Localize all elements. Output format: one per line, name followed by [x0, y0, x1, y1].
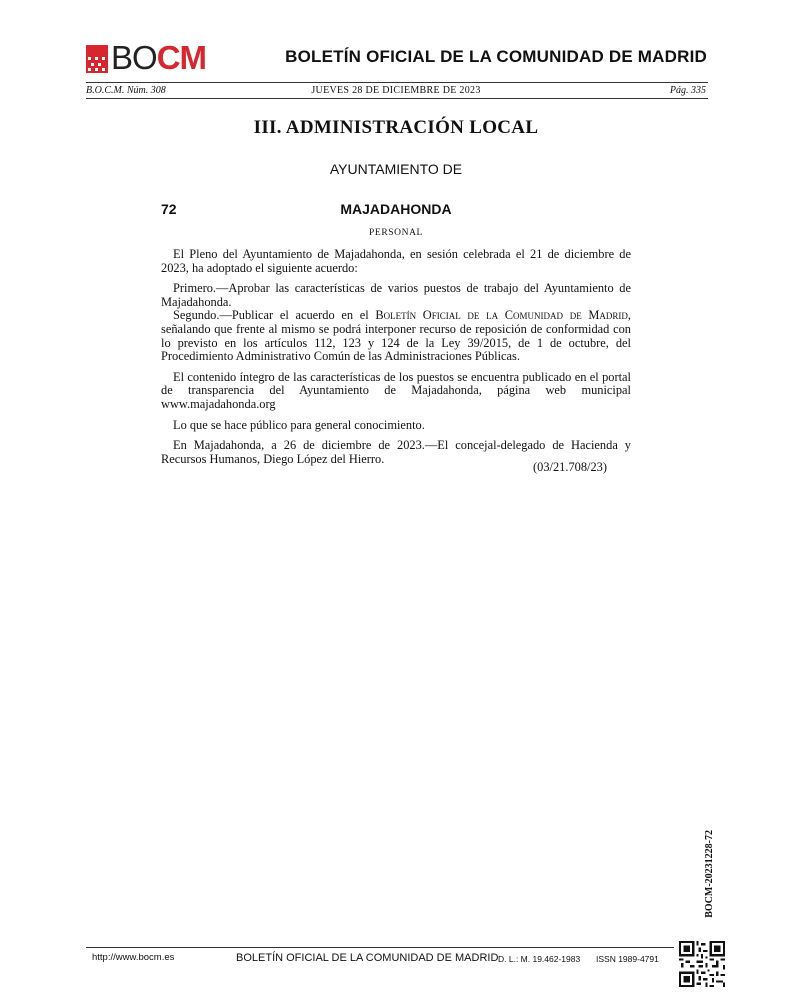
- header-title: BOLETÍN OFICIAL DE LA COMUNIDAD DE MADRID: [285, 47, 707, 66]
- side-code-text: BOCM-20231228-72: [704, 830, 715, 918]
- issue-number: B.O.C.M. Núm. 308: [86, 85, 166, 96]
- paragraph-3-end: , señalando que frente al mismo se podrá interponer recurso de reposición de conformidad con lo previsto en los artículos 112, 123 y 124 de la Ley 39/2015, de 1 de octubre, del Procedimiento Administrativo Común de las Administraciones Públicas.: [161, 308, 631, 364]
- paragraph-6: En Majadahonda, a 26 de diciembre de 2023.—El concejal-delegado de Hacienda y Recursos Humanos, Diego López del Hierro.: [161, 438, 631, 466]
- madrid-flag-icon: [86, 45, 108, 73]
- issn: ISSN 1989-4791: [596, 954, 659, 964]
- footer-title: BOLETÍN OFICIAL DE LA COMUNIDAD DE MADRID: [236, 952, 499, 964]
- paragraph-2: Primero.—Aprobar las características de varios puestos de trabajo del Ayuntamiento de Majadahonda.: [161, 281, 631, 309]
- paragraph-3-start: Segundo.—Publicar el acuerdo en el: [173, 308, 376, 323]
- reference-code: (03/21.708/23): [533, 460, 607, 474]
- bocm-logo: [86, 40, 206, 76]
- qr-code-icon: [679, 941, 725, 987]
- subject-heading: PERSONAL: [369, 228, 423, 238]
- footer-rule: [86, 947, 674, 948]
- paragraph-4: El contenido íntegro de las características de los puestos se encuentra publicado en el portal de transparencia del Ayuntamiento de Majadahonda, página web municipal www.majadahonda.org: [161, 369, 631, 411]
- legal-deposit: D. L.: M. 19.462-1983: [498, 954, 581, 964]
- issue-date: JUEVES 28 DE DICIEMBRE DE 2023: [311, 85, 481, 96]
- footer-url-link[interactable]: http://www.bocm.es: [92, 952, 175, 963]
- paragraph-5: Lo que se hace público para general conocimiento.: [173, 417, 425, 432]
- paragraph-3: [161, 309, 631, 363]
- header-rule-bottom: [86, 98, 708, 99]
- page-number: Pág. 335: [669, 85, 706, 96]
- header-rule-top: [86, 82, 708, 83]
- side-document-code: [704, 830, 734, 935]
- municipality-title: MAJADAHONDA: [340, 201, 452, 217]
- announcement-body: [161, 248, 631, 473]
- logo-text-cm: CM: [156, 39, 207, 76]
- section-title: III. ADMINISTRACIÓN LOCAL: [253, 117, 539, 138]
- announcement-number: 72: [161, 201, 177, 217]
- bocm-name-smallcaps: Boletín Oficial de la Comunidad de Madrid: [375, 308, 628, 323]
- entity-prefix: AYUNTAMIENTO DE: [329, 161, 463, 177]
- logo-text-bo: BO: [111, 39, 157, 76]
- paragraph-1: El Pleno del Ayuntamiento de Majadahonda, en sesión celebrada el 21 de diciembre de 2023, ha adoptado el siguiente acuerdo:: [161, 247, 631, 275]
